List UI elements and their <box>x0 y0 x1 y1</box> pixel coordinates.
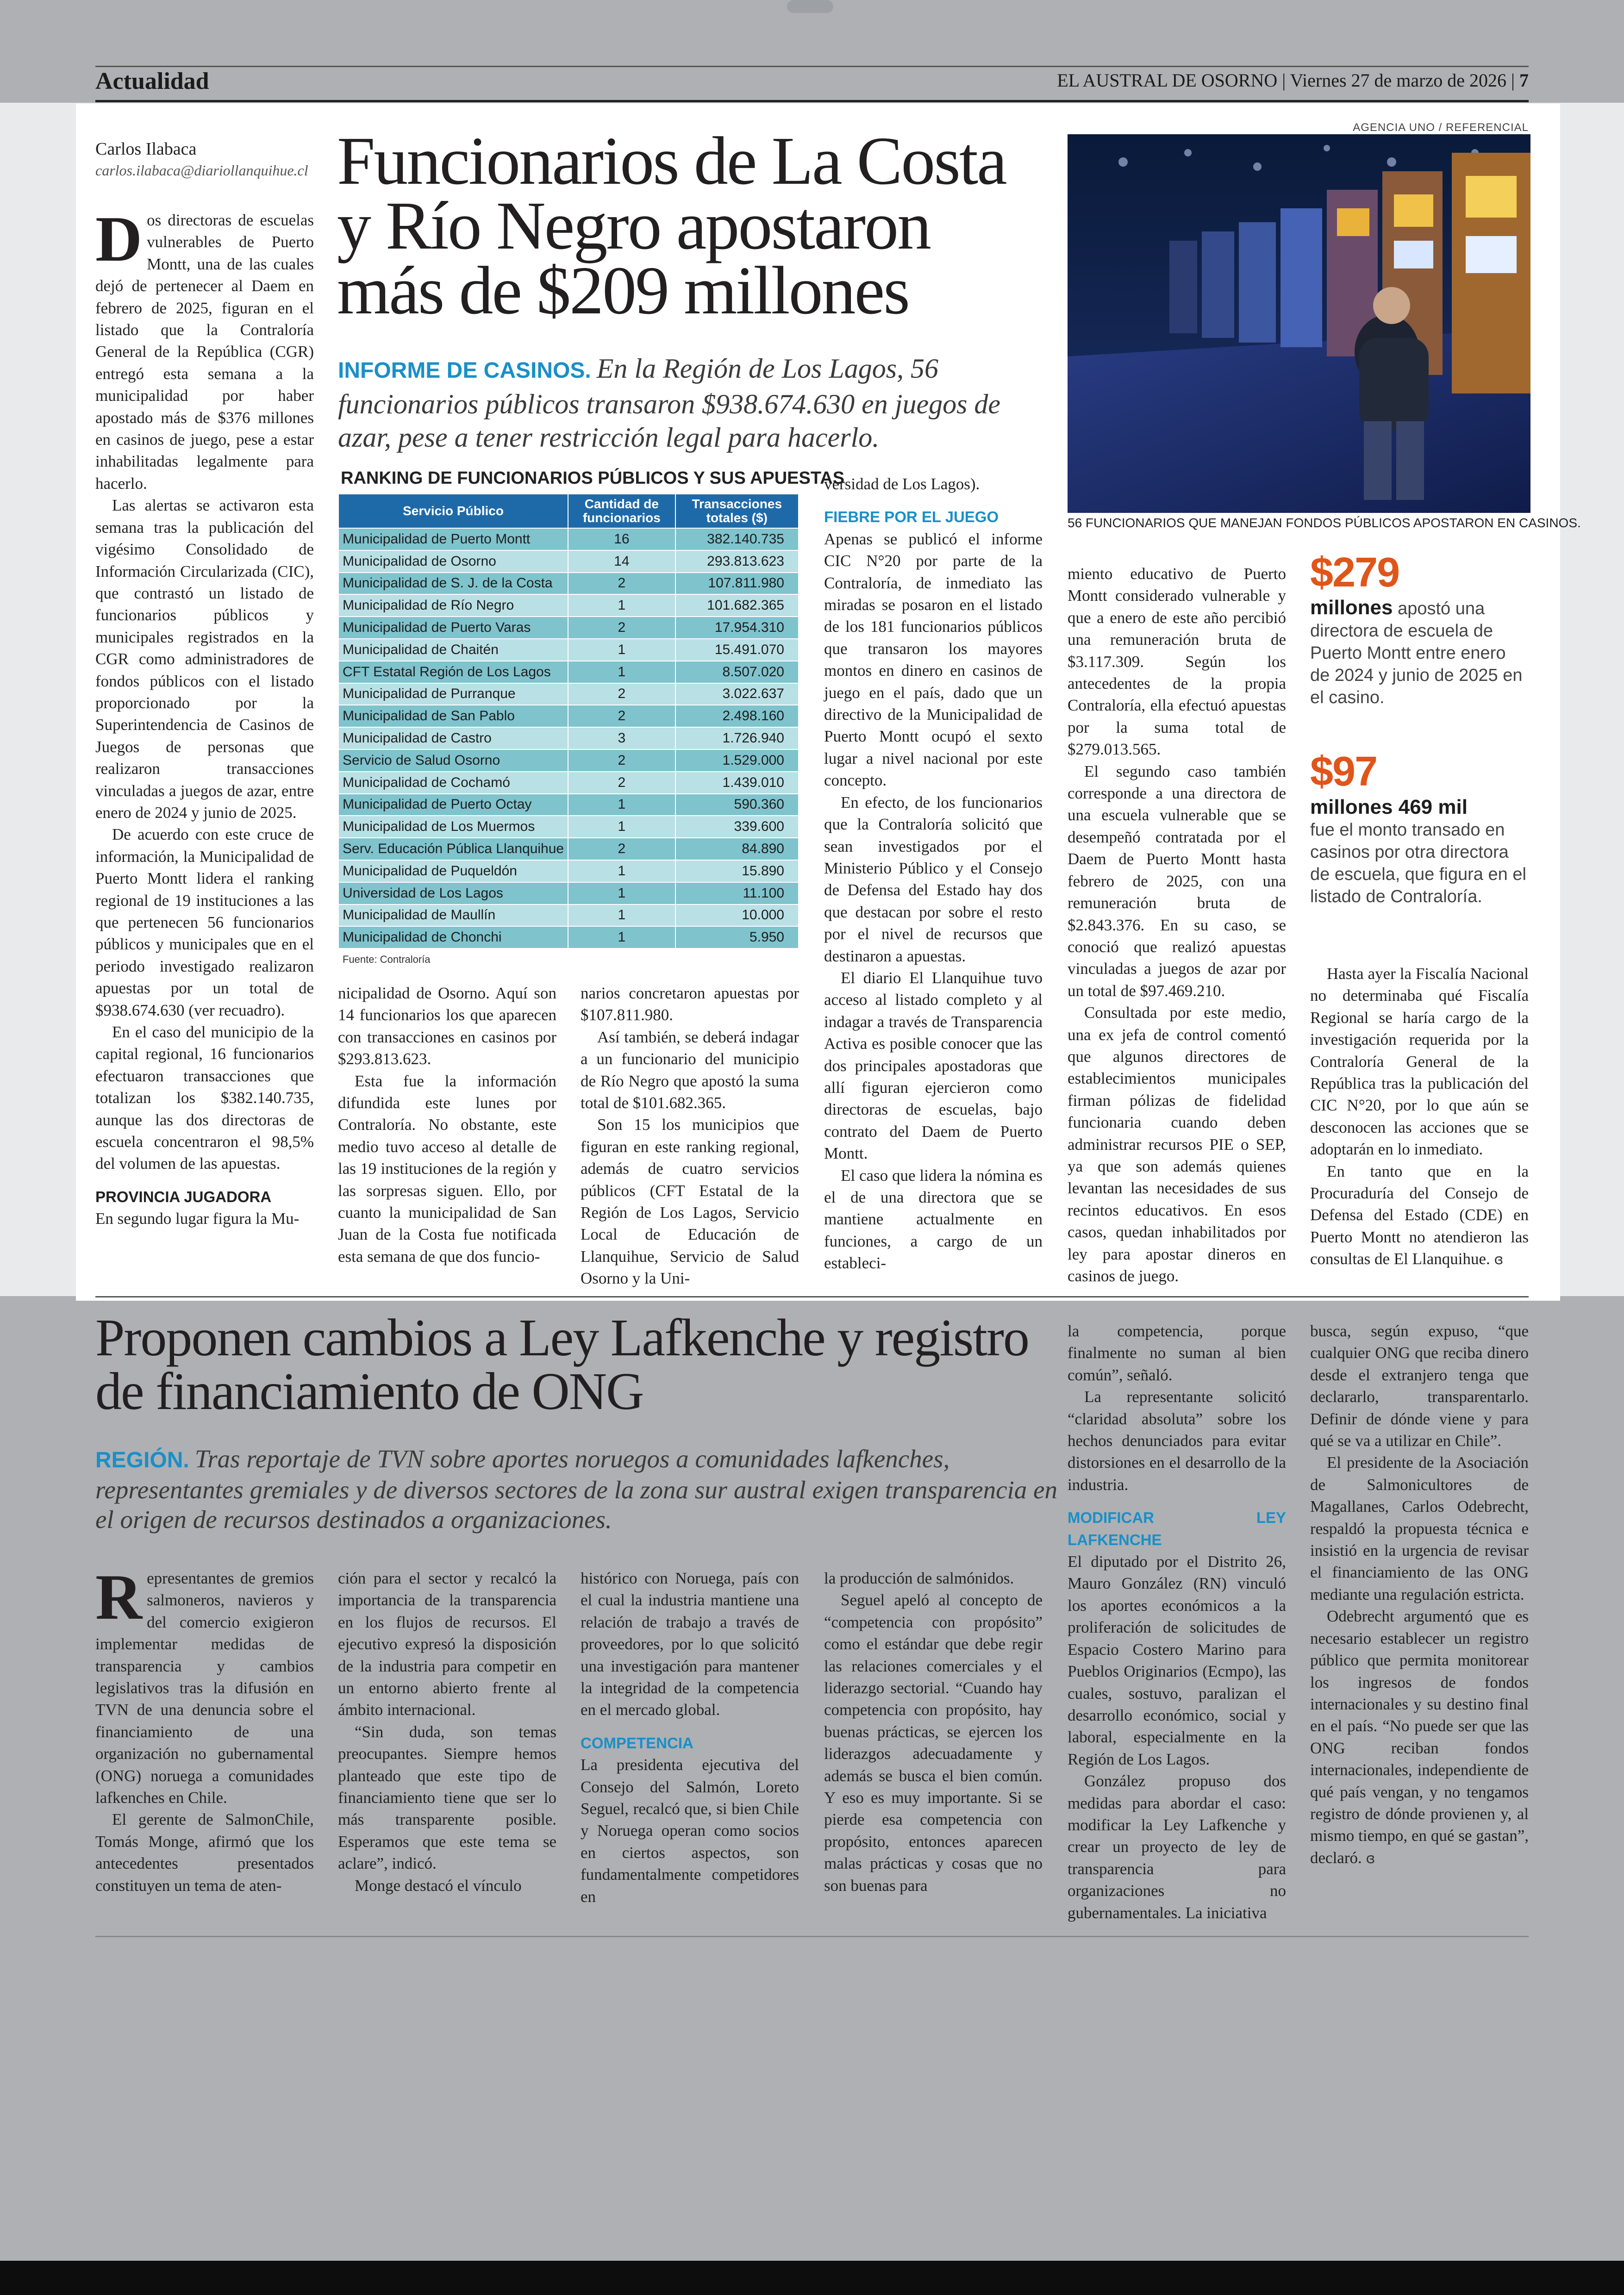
table-row <box>338 727 799 749</box>
table-header: Transacciones totales ($) <box>675 494 799 528</box>
deck-text: Tras reportaje de TVN sobre aportes noruegos a comunidades lafkenches, representantes gremiales y de diversos sectores de la zona sur austral exigen transparencia en el origen de recursos destinados a organizaciones. <box>95 1445 1057 1534</box>
table-cell-service: Municipalidad de Puerto Octay <box>338 794 568 816</box>
drop-cap: R <box>95 1561 143 1633</box>
table-row <box>338 904 799 927</box>
photo-caption: 56 FUNCIONARIOS QUE MANEJAN FONDOS PÚBLICOS APOSTARON EN CASINOS. <box>1068 516 1581 530</box>
table-cell-service: Municipalidad de Chaitén <box>338 639 568 661</box>
subheading-fiebre: FIEBRE POR EL JUEGO <box>824 508 999 526</box>
drop-cap: D <box>95 203 143 275</box>
article2-column-2: ción para el sector y recalcó la importancia de la transparencia en los flujos de recursos. El ejecutivo expresó la disposición de la industria para competir en un entorno abierto frente al ámbito internacional. “Sin duda, son temas preocupantes. Siempre hemos planteado que este tipo de financiamiento tiene que ser lo más transparente posible. Esperamos que este tema se aclare”, indicó. Monge destacó el vínculo <box>338 1569 556 1895</box>
table-cell-service: Municipalidad de Purranque <box>338 683 568 705</box>
table-row <box>338 528 799 550</box>
article-deck <box>338 352 1051 454</box>
table-cell-service: Municipalidad de Cochamó <box>338 772 568 794</box>
table-source: Fuente: Contraloría <box>343 954 431 965</box>
table-cell-service: Municipalidad de San Pablo <box>338 705 568 727</box>
ranking-table <box>338 493 799 949</box>
article-column-5: miento educativo de Puerto Montt considerado vulnerable y que a enero de este año percibió una remuneración bruta de $3.117.309. Según los antecedentes de la propia Contraloría, ella efectuó apuestas por la suma total de $279.013.565. El segundo caso también corresponde a una directora de una escuela vulnerable que se desempeñó contratada por el Daem de Puerto Montt hasta febrero de 2025, con una remuneración bruta de $2.843.376. En su caso, se conoció que realizó apuestas vinculadas a juegos de azar por un total de $97.469.210. Consultada por este medio, una ex jefa de control comentó que algunos directores de establecimientos municipales firman pólizas de fidelidad funcionaria cuando deben administrar recursos PIE o SEP, ya que son además quienes levantan las necesidades de sus recintos educativos. En esos casos, quedan inhabilitados por ley para apostar dineros en casinos de juego. <box>1068 565 1286 1285</box>
article-column-2: nicipalidad de Osorno. Aquí son 14 funcionarios los que aparecen con transacciones en casinos por $293.813.623. Esta fue la información difundida este lunes por Contraloría. No obstante, este medio tuvo acceso al detalle de las 19 instituciones de la región y las sorpresas siguen. Ello, por cuanto la municipalidad de San Juan de la Costa fue notificada esta semana de que dos funcio- <box>338 984 556 1266</box>
table-cell-amount: 3.022.637 <box>675 683 799 705</box>
table-row <box>338 926 799 948</box>
article-column-3: narios concretaron apuestas por $107.811.980. Así también, se deberá indagar a un funcionario del municipio de Río Negro que apostó la suma total de $101.682.365. Son 15 los municipios que figuran en este ranking regional, además de cuatro servicios públicos (CFT Estatal de la Región de Los Lagos, Servicio Local de Educación de Llanquihue, Servicio de Salud Osorno y la Uni- <box>581 984 799 1288</box>
section-label: Actualidad <box>95 68 209 94</box>
stat-description: apostó una directora de escuela de Puerto Montt entre enero de 2024 y junio de 2025 en el casino. <box>1310 599 1523 707</box>
deck-text: En la Región de Los Lagos, 56 funcionarios públicos transaron $938.674.630 en juegos de azar, pese a tener restricción legal para hacerlo. <box>338 353 1001 453</box>
article-column-1: Dos directoras de escuelas vulnerables de Puerto Montt, una de las cuales dejó de pertenecer al Daem en febrero de 2025, figuran en el listado que la Contraloría General de la República (CGR) entregó esta semana a la municipalidad por haber apostado más de $376 millones en casinos de juego, pese a estar inhabilitadas legalmente para hacerlo. Las alertas se activaron esta semana tras la publicación del vigésimo Consolidado de Información Circularizada (CIC), que contrastó un listado de funcionarios públicos y municipales registrados en la CGR como administradores de fondos públicos con el listado proporcionado por la Superintendencia de Casinos de Juegos de personas que realizaron transacciones vinculadas a juegos de azar, entre enero de 2024 y junio de 2025. De acuerdo con este cruce de información, la Municipalidad de Puerto Montt lidera el ranking regional de 19 instituciones a las que pertenecen 56 funcionarios públicos y municipales que en el periodo investigado realizaron apuestas por un total de $938.674.630 (ver recuadro). En el caso del municipio de la capital regional, 16 funcionarios efectuaron transacciones que totalizan los $382.140.735, aunque las dos directoras de escuela concentraron el 98,5% del volumen de las apuestas. PROVINCIA JUGADORA En segundo lugar figura la Mu- <box>95 203 314 1228</box>
table-cell-service: Municipalidad de S. J. de la Costa <box>338 573 568 595</box>
table-row <box>338 816 799 838</box>
subheading-provincia: PROVINCIA JUGADORA <box>95 1188 272 1205</box>
table-row <box>338 882 799 904</box>
table-cell-service: Universidad de Los Lagos <box>338 882 568 904</box>
table-row <box>338 573 799 595</box>
table-cell-count: 1 <box>568 639 675 661</box>
table-cell-service: Municipalidad de Castro <box>338 727 568 749</box>
stat-box-97 <box>1310 748 1529 908</box>
table-cell-amount: 107.811.980 <box>675 573 799 595</box>
table-row <box>338 838 799 860</box>
table-cell-amount: 101.682.365 <box>675 594 799 617</box>
ranking-table-title: RANKING DE FUNCIONARIOS PÚBLICOS Y SUS APUESTAS <box>341 468 845 488</box>
table-cell-service: Municipalidad de Puqueldón <box>338 860 568 882</box>
publication-line: EL AUSTRAL DE OSORNO | Viernes 27 de marzo de 2026 | 7 <box>1057 70 1529 91</box>
table-cell-count: 16 <box>568 528 675 550</box>
article2-column-6: busca, según expuso, “que cualquier ONG que reciba dinero desde el extranjero tenga que declararlo, transparentarlo. Definir de dónde viene y para qué se va a utilizar en Chile”. El presidente de la Asociación de Salmonicultores de Magallanes, Carlos Odebrecht, respaldó la propuesta técnica e insistió en la urgencia de revisar el financiamiento de las ONG mediante una regulación estricta. Odebrecht argumentó que es necesario establecer un registro público que permita monitorear los ingresos de fondos internacionales y su destino final en el país. “No puede ser que las ONG reciban fondos internacionales, independiente de qué país vengan, y no tengamos registro de dónde provienen y, al mismo tiempo, en qué se gastan”, declaró. ɞ <box>1310 1322 1529 1867</box>
table-header: Servicio Público <box>338 494 568 528</box>
table-cell-service: CFT Estatal Región de Los Lagos <box>338 661 568 683</box>
table-cell-amount: 15.890 <box>675 860 799 882</box>
table-cell-count: 2 <box>568 573 675 595</box>
article-column-6: Hasta ayer la Fiscalía Nacional no determinaba qué Fiscalía Regional se haría cargo de la investigación requerida por la Contraloría General de la República tras la publicación del CIC N°20, por lo que aún se desconocen las acciones que se adoptarán en lo inmediato. En tanto que en la Procuraduría del Consejo de Defensa del Estado (CDE) en Puerto Montt no atendieron las consultas de El Llanquihue. ɞ <box>1310 965 1529 1268</box>
table-cell-count: 2 <box>568 772 675 794</box>
table-cell-count: 2 <box>568 838 675 860</box>
table-cell-service: Servicio de Salud Osorno <box>338 749 568 772</box>
table-row <box>338 794 799 816</box>
table-cell-service: Municipalidad de Chonchi <box>338 926 568 948</box>
table-cell-count: 1 <box>568 794 675 816</box>
article2-column-3: histórico con Noruega, país con el cual la industria mantiene una relación de trabajo a través de proveedores, por lo que solicitó una investigación para mantener la integridad de la competencia en el mercado global. COMPETENCIA La presidenta ejecutiva del Consejo del Salmón, Loreto Seguel, recalcó que, si bien Chile y Noruega operan como socios en ciertos aspectos, son fundamentalmente competidores en <box>581 1569 799 1906</box>
end-of-article-icon: ɞ <box>1494 1252 1504 1268</box>
article-separator-rule <box>95 1296 1529 1297</box>
byline-email[interactable]: carlos.ilabaca@diariollanquihue.cl <box>95 162 308 179</box>
table-cell-count: 1 <box>568 860 675 882</box>
casino-slot-machines-illustration <box>1068 134 1530 513</box>
table-cell-count: 2 <box>568 749 675 772</box>
table-cell-service: Municipalidad de Río Negro <box>338 594 568 617</box>
subheading-modificar-ley: MODIFICAR LEY LAFKENCHE <box>1068 1509 1286 1548</box>
stat-box-279 <box>1310 549 1529 709</box>
article2-column-5: la competencia, porque finalmente no suman al bien común”, señaló. La representante solicitó “claridad absoluta” sobre los hechos denunciados para evitar distorsiones en el desarrollo de la industria. MODIFICAR LEY LAFKENCHE El diputado por el Distrito 26, Mauro González (RN) vinculó los aportes económicos a la proliferación de solicitudes de Espacio Costero Marino para Pueblos Originarios (Ecmpo), las cuales, sostuvo, paralizan el desarrollo económico, social y laboral, especialmente en la Región de Los Lagos. González propuso dos medidas para abordar el caso: modificar la Ley Lafkenche y crear un proyecto de ley de transparencia para organizaciones no gubernamentales. La iniciativa <box>1068 1322 1286 1922</box>
header-bottom-rule <box>95 100 1529 102</box>
table-row <box>338 594 799 617</box>
table-cell-service: Municipalidad de Los Muermos <box>338 816 568 838</box>
viewer-bottom-bar <box>0 2261 1624 2295</box>
photo-credit: AGENCIA UNO / REFERENCIAL <box>1353 121 1529 134</box>
article-column-4: versidad de Los Lagos). FIEBRE POR EL JUEGO Apenas se publicó el informe CIC N°20 por parte de la Contraloría, de inmediato las miradas se posaron en el listado de los 181 funcionarios públicos que transaron los mayores montos en dinero en casinos de juego en el país, dado que un directivo de la Municipalidad de Puerto Montt ocupó el sexto lugar a nivel nacional por este concepto. En efecto, de los funcionarios que la Contraloría solicitó que sean investigados por el Ministerio Público y el Consejo de Defensa del Estado hay dos que destacan por sobre el resto por el nivel de recursos que destinaron a apuestas. El diario El Llanquihue tuvo acceso al listado completo y al indagar a través de Transparencia Activa es posible conocer que las dos principales apostadoras que allí figuran ejercieron como directoras de escuelas, bajo contrato del Daem de Puerto Montt. El caso que lidera la nómina es el de una directora que se mantiene actualmente en funciones, a cargo de un estableci- <box>824 475 1043 1272</box>
table-cell-amount: 5.950 <box>675 926 799 948</box>
table-row <box>338 550 799 573</box>
table-row <box>338 772 799 794</box>
article-headline: Funcionarios de La Costa y Río Negro apostaron más de $209 millones <box>337 123 1006 329</box>
subheading-competencia: COMPETENCIA <box>581 1734 693 1752</box>
table-cell-count: 1 <box>568 816 675 838</box>
stat-description: fue el monto transado en casinos por otra directora de escuela, que figura en el listado de Contraloría. <box>1310 820 1526 906</box>
header-rule <box>95 66 1529 67</box>
table-cell-amount: 17.954.310 <box>675 617 799 639</box>
publication-date: Viernes 27 de marzo de 2026 <box>1290 70 1506 91</box>
table-cell-count: 1 <box>568 904 675 927</box>
table-cell-count: 3 <box>568 727 675 749</box>
table-row <box>338 683 799 705</box>
table-cell-count: 14 <box>568 550 675 573</box>
table-cell-amount: 590.360 <box>675 794 799 816</box>
table-cell-service: Municipalidad de Maullín <box>338 904 568 927</box>
article2-column-1: Representantes de gremios salmoneros, navieros y del comercio exigieron implementar medidas de transparencia y cambios legislativos tras la difusión en TVN de una denuncia sobre el financiamiento de una organización no gubernamental (ONG) noruega a comunidades lafkenches en Chile. El gerente de SalmonChile, Tomás Monge, afirmó que los antecedentes presentados constituyen un tema de aten- <box>95 1561 314 1895</box>
table-cell-count: 1 <box>568 661 675 683</box>
table-row <box>338 617 799 639</box>
table-cell-amount: 10.000 <box>675 904 799 927</box>
stat-unit: millones <box>1310 596 1393 619</box>
table-row <box>338 705 799 727</box>
deck-kicker: REGIÓN. <box>95 1448 189 1472</box>
table-row <box>338 661 799 683</box>
stat-unit: millones 469 mil <box>1310 796 1468 818</box>
stat-number: $97 <box>1310 748 1377 795</box>
table-cell-amount: 339.600 <box>675 816 799 838</box>
table-cell-count: 1 <box>568 882 675 904</box>
table-cell-count: 2 <box>568 705 675 727</box>
article2-column-4: la producción de salmónidos. Seguel apeló al concepto de “competencia con propósito” como el estándar que debe regir las relaciones comerciales y el liderazgo sectorial. “Cuando hay competencia con propósito, hay buenas prácticas, se ejercen los liderazgos adecuadamente y además se busca el bien común. Y eso es muy importante. Si se pierde esa competencia con propósito, entonces aparecen malas prácticas y cosas que no son buenas para <box>824 1569 1043 1895</box>
table-cell-service: Municipalidad de Osorno <box>338 550 568 573</box>
table-cell-service: Municipalidad de Puerto Montt <box>338 528 568 550</box>
table-cell-amount: 1.726.940 <box>675 727 799 749</box>
article2-headline: Proponen cambios a Ley Lafkenche y registro de financiamiento de ONG <box>95 1308 1029 1421</box>
end-of-article-icon: ɞ <box>1366 1850 1375 1867</box>
casino-photo <box>1068 134 1530 513</box>
table-cell-amount: 84.890 <box>675 838 799 860</box>
table-cell-amount: 2.498.160 <box>675 705 799 727</box>
publication-name: EL AUSTRAL DE OSORNO <box>1057 70 1278 91</box>
stat-number: $279 <box>1310 549 1399 596</box>
table-cell-count: 1 <box>568 926 675 948</box>
table-header: Cantidad de funcionarios <box>568 494 675 528</box>
table-cell-service: Municipalidad de Puerto Varas <box>338 617 568 639</box>
table-cell-count: 2 <box>568 617 675 639</box>
byline-author: Carlos Ilabaca <box>95 139 197 159</box>
table-cell-amount: 15.491.070 <box>675 639 799 661</box>
table-cell-amount: 1.529.000 <box>675 749 799 772</box>
deck-kicker: INFORME DE CASINOS. <box>338 358 591 383</box>
table-row <box>338 749 799 772</box>
viewer-page-indicator[interactable] <box>787 0 833 13</box>
table-cell-service: Serv. Educación Pública Llanquihue <box>338 838 568 860</box>
table-cell-amount: 11.100 <box>675 882 799 904</box>
table-cell-amount: 8.507.020 <box>675 661 799 683</box>
page-bottom-rule <box>95 1936 1529 1937</box>
table-row <box>338 639 799 661</box>
table-cell-amount: 382.140.735 <box>675 528 799 550</box>
article2-deck <box>95 1444 1058 1534</box>
page-number: 7 <box>1519 70 1529 91</box>
table-cell-count: 1 <box>568 594 675 617</box>
table-row <box>338 860 799 882</box>
table-cell-amount: 1.439.010 <box>675 772 799 794</box>
table-cell-amount: 293.813.623 <box>675 550 799 573</box>
table-cell-count: 2 <box>568 683 675 705</box>
